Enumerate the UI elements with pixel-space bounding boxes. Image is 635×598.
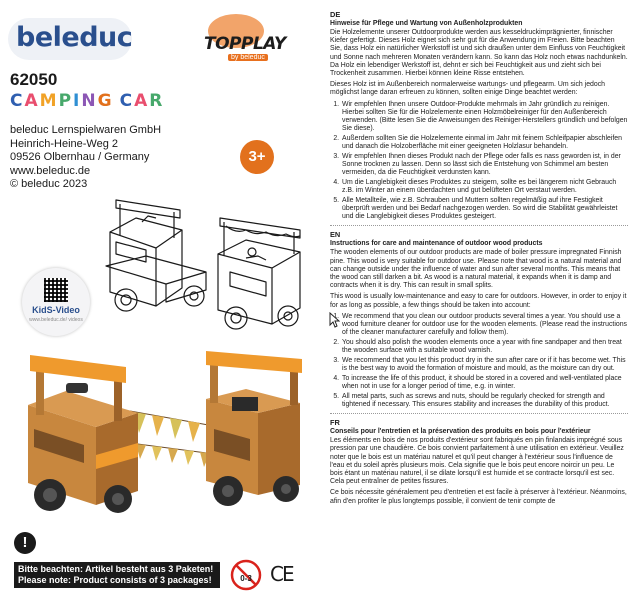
product-name-letter: M: [39, 91, 59, 111]
section-paragraph: Dieses Holz ist im Außenbereich normalerweise wartungs- und pflegearm. Um sich jedoch möglichst lange daran erfreuen zu können, sollten einige Dinge beachtet werden:: [330, 81, 605, 97]
section-paragraph: The wooden elements of our outdoor products are made of boiler pressure impregnated Finnish pine. This wood is very suitable for outdoor use. Please note that wood is a natural material and can change outside under the influence of water and sun after several months. This means that the wood can still darken a bit. As wood is a natural material, it expands when it is damp and contracts when it is dry. This can result in small splits.: [330, 249, 622, 290]
product-name-letter: A: [24, 91, 40, 111]
section-de: [330, 10, 628, 221]
kids-video-label: KidS-Video: [32, 305, 80, 315]
section-paragraph: Les éléments en bois de nos produits d'extérieur sont fabriqués en pin finlandais imprégné sous pression par une chaudière. Ce bois convient parfaitement à une utilisation en extérieur. Veuillez noter que le bois est un matériau naturel et qu'il peut changer à l'extérieur sous l'influence de l'eau et du soleil après plusieurs mois. Cela signifie que le bois peut encore noircir un peu. Le bois étant un matériau naturel, il se dilate lorsqu'il est humide et se contracte lorsqu'il est sec. Cela peut entraîner de petites fissures.: [330, 437, 624, 486]
section-divider: [330, 413, 628, 414]
package-notice-de: Bitte beachten: Artikel besteht aus 3 Paketen!: [18, 564, 214, 574]
age-badge: 3+: [240, 140, 274, 174]
age-warning-icon: [230, 559, 262, 591]
package-notice-en: Please note: Product consists of 3 packages!: [18, 575, 212, 585]
warning-icon: !: [14, 532, 36, 554]
instruction-item: 2. You should also polish the wooden elements once a year with fine sandpaper and then treat the wooden surface with a suitable wood varnish.: [341, 339, 628, 355]
instruction-item: 4. To increase the life of this product, it should be stored in a covered and well-ventilated place when not in use for a longer period of time, e.g. in winter.: [341, 375, 628, 391]
qr-code[interactable]: [44, 278, 68, 302]
instruction-list: [341, 101, 628, 222]
instruction-item: 3. We recommend that you let this product dry in the sun after care or if it has become wet. This is the best way to avoid the formation of moisture and mould, as the moisture can dry out.: [341, 357, 628, 373]
section-language: DE: [330, 10, 341, 19]
mouse-cursor-icon: [329, 312, 340, 328]
product-name-letter: C: [10, 91, 25, 111]
section-paragraph: Ce bois nécessite généralement peu d'entretien et est facile à préserver à l'extérieur. Néanmoins, afin d'en profiter le plus longtemps possible, il convient de tenir compte de: [330, 489, 627, 505]
product-name-letter: N: [81, 91, 98, 111]
care-instructions: [330, 10, 628, 598]
product-photo: [10, 345, 315, 530]
section-paragraph: This wood is usually low-maintenance and easy to care for outdoors. However, in order to enjoy it for as long as possible, a few things should be taken into account:: [330, 293, 627, 309]
company-address: [10, 124, 161, 192]
section-language: FR: [330, 418, 340, 428]
product-name-letter: I: [73, 91, 82, 111]
kids-video-qr-badge[interactable]: [22, 268, 90, 336]
instruction-item: 4. Um die Langlebigkeit dieses Produktes zu steigern, sollte es bei längerem nicht Gebrauch z.B. im Winter an einem überdachten und gut belüfteten Ort verstaut werden.: [341, 179, 628, 195]
section-heading: Hinweise für Pflege und Wartung von Außenholzprodukten: [330, 20, 523, 27]
age-warning-label: 0-3: [240, 574, 252, 583]
instruction-item: 1. Wir empfehlen Ihnen unsere Outdoor-Produkte mehrmals im Jahr gründlich zu reinigen. Hierbei sollten Sie für die Holzelemente einen Holzmöbelreiniger für den Außenbereich verwenden. (Bitte lesen Sie die Anweisungen des Reiniger-Herstellers gründlich und befolgen Sie diese).: [341, 101, 628, 134]
company-name: beleduc Lernspielwaren GmbH: [10, 124, 162, 136]
instruction-item: 3. Wir empfehlen Ihnen dieses Produkt nach der Pflege oder falls es nass geworden ist, in der Sonne trocknen zu lassen. Denn so lässt sich die Entstehung von Schimmel am besten vermeiden, da die Feuchtigkeit verdunsten kann.: [341, 153, 628, 178]
section-divider: [330, 225, 628, 226]
product-name: [10, 91, 164, 111]
product-name-letter: R: [149, 91, 165, 111]
product-name-letter: G: [97, 91, 114, 111]
topplay-wordmark: TOPPLAY: [204, 34, 286, 54]
copyright: © beleduc 2023: [10, 178, 88, 191]
company-city: 09526 Olbernhau / Germany: [10, 151, 150, 164]
ce-mark: CE: [270, 562, 293, 586]
logo-text: beleduc: [16, 22, 133, 53]
kids-video-url: www.beleduc.de/ videos: [29, 317, 83, 323]
topplay-byline: by beleduc: [228, 54, 268, 61]
section-heading: Conseils pour l'entretien et la préservation des produits en bois pour l'extérieur: [330, 428, 591, 436]
instruction-item: 5. All metal parts, such as screws and nuts, should be regularly checked for strength and tightened if necessary. This ensures stability and increases the durability of this product.: [341, 393, 628, 409]
instruction-list: [341, 313, 628, 409]
section-fr: [330, 418, 628, 506]
instruction-item: 2. Außerdem sollten Sie die Holzelemente einmal im Jahr mit feinem Schleifpapier abschleifen und danach die Holzoberfläche mit einer geeigneten Holzlasur behandeln.: [341, 135, 628, 151]
instruction-item: 1. We recommend that you clean our outdoor products several times a year. You should use a wood furniture cleaner for outdoor use for the wooden elements. (Please read the instructions of the cleaner manufacturer carefully and follow them).: [341, 313, 628, 338]
product-name-letter: A: [134, 91, 150, 111]
section-paragraph: Die Holzelemente unserer Outdoorprodukte werden aus kesseldruckimprägnierter, finnischer Kiefer gefertigt. Dieses Holz eignet sich sehr gut für die Anwendung im Freien. Bitte beachten Sie, dass Holz ein natürlicher Werkstoff ist und sich draußen unter dem Einfluss von Feuchtigkeit und Sonne nach mehreren Monaten verändern kann. So kann das Holz noch etwas nachdunkeln. Da Holz ein lebendiger Werkstoff ist, dehnt er sich bei Feuchtigkeit aus und zieht sich bei Trockenheit zusammen. Hierbei können kleine Risse entstehen.: [330, 29, 628, 78]
package-notice: [14, 562, 220, 588]
article-number: 62050: [10, 70, 58, 89]
product-name-letter: P: [58, 91, 74, 111]
section-language: EN: [330, 230, 341, 240]
section-heading: Instructions for care and maintenance of outdoor wood products: [330, 240, 543, 248]
section-en: [330, 230, 628, 409]
company-website[interactable]: www.beleduc.de: [10, 164, 91, 177]
instruction-item: 5. Alle Metallteile, wie z.B. Schrauben und Muttern sollten regelmäßig auf ihre Festigkeit überprüft werden und bei Bedarf nachgezogen werden. So wird die Stabilität gewährleistet und die Langlebigkeit dieses Produktes gesteigert.: [341, 197, 628, 222]
product-name-letter: C: [119, 91, 135, 111]
company-street: Heinrich-Heine-Weg 2: [10, 137, 119, 150]
product-line-drawing: [96, 192, 318, 342]
topplay-logo: [204, 14, 288, 64]
